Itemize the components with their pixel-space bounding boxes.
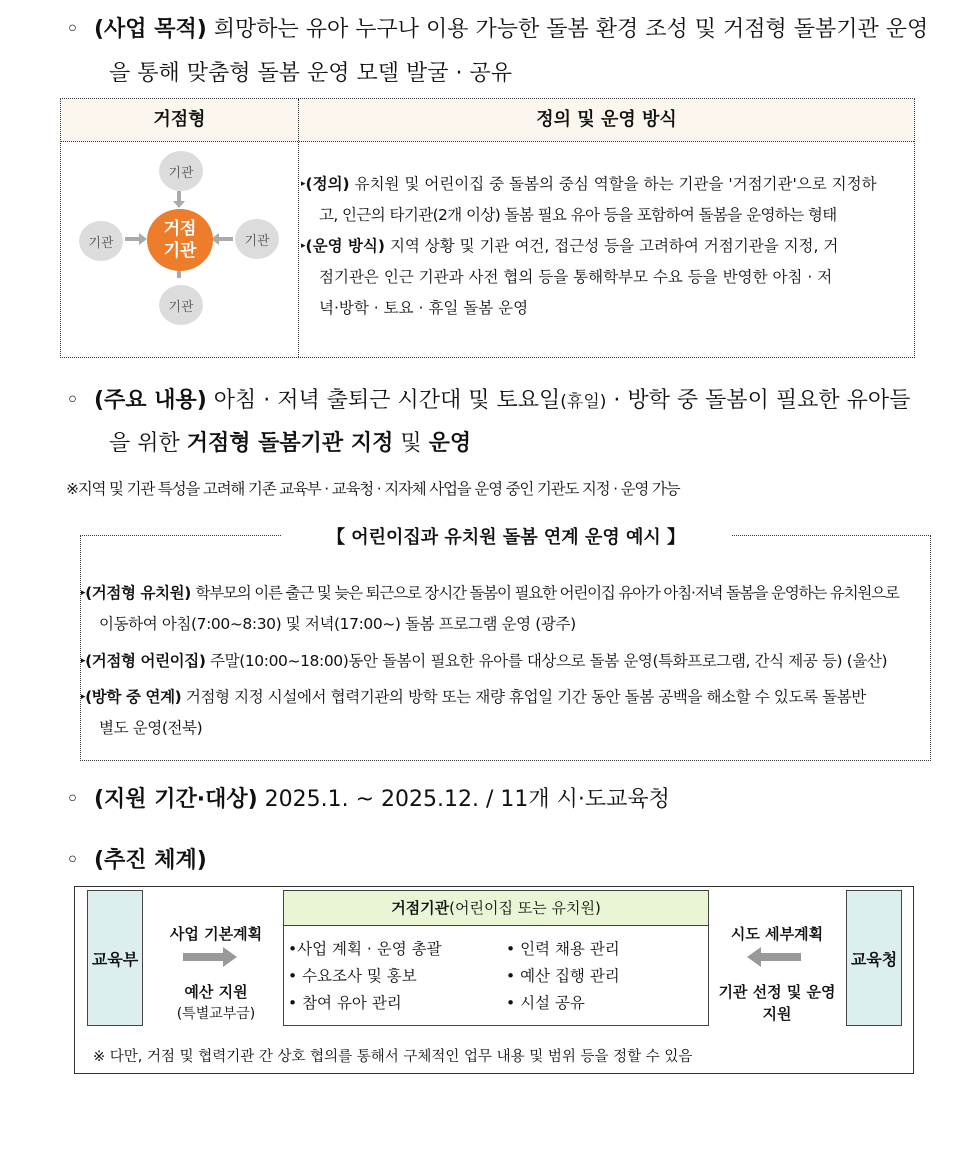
support-text: 2025.1. ~ 2025.12. / 11개 시·도교육청 <box>264 787 670 812</box>
bullet-mark: ◦ <box>66 787 79 812</box>
task-item: • 시설 공유 <box>506 994 585 1012</box>
example-3-cont: 별도 운영(전북) <box>99 719 203 737</box>
system-label: (추진 체계) <box>94 848 207 873</box>
hub-institution-title: 거점기관(어린이집 또는 유치원) <box>284 891 708 926</box>
bullet-mark: ◦ <box>66 848 79 873</box>
def-label: (정의) <box>305 175 350 193</box>
left-small-label: (특별교부금) <box>176 1006 256 1022</box>
purpose-text: 희망하는 유아 누구나 이용 가능한 돌봄 환경 조성 및 거점형 돌봄기관 운영 <box>213 17 929 42</box>
node-left: 기관 <box>79 221 123 261</box>
system-note: ※ 다만, 거점 및 협력기관 간 상호 협의를 통해서 구체적인 업무 내용 및 범위 등을 정할 수 있음 <box>93 1049 693 1065</box>
example-1-cont: 이동하여 아침(7:00~8:30) 및 저녁(17:00~) 돌봄 프로그램 운영 (광주) <box>99 615 576 633</box>
ministry-box: 교육부 <box>87 890 143 1026</box>
task-item: •사업 계획 · 운영 총괄 <box>288 940 442 958</box>
def-line: 유치원 및 어린이집 중 돌봄의 중심 역할을 하는 기관을 '거점기관'으로 지정하 <box>354 175 877 193</box>
left-bottom-label: 예산 지원 <box>184 983 248 1001</box>
op-line: 녁·방학 · 토요 · 휴일 돌봄 운영 <box>319 299 529 317</box>
task-item: • 참여 유아 관리 <box>288 994 402 1012</box>
task-item: • 예산 집행 관리 <box>506 967 620 985</box>
definition-table <box>60 98 915 358</box>
bullet-mark: ◦ <box>66 17 79 42</box>
op-line: 점기관은 인근 기관과 사전 협의 등을 통해학부모 수요 등을 반영한 아침 · 저 <box>319 268 833 286</box>
support-line <box>66 784 670 816</box>
system-diagram <box>74 886 914 1074</box>
node-right: 기관 <box>235 219 279 259</box>
op-line: 지역 상황 및 기관 여건, 접근성 등을 고려하여 거점기관을 지정, 거 <box>389 237 839 255</box>
node-bottom: 기관 <box>159 285 203 325</box>
op-label: (운영 방식) <box>305 237 385 255</box>
example-2: ▸(거점형 어린이집) 주말(10:00~18:00)동안 돌봄이 필요한 유아를 대상으로 돌봄 운영(특화프로그램, 간식 제공 등) (울산) <box>81 652 888 670</box>
main-cont: 을 위한 거점형 돌봄기관 지정 및 운영 <box>109 431 472 456</box>
task-item: • 인력 채용 관리 <box>506 940 620 958</box>
right-arrow-icon <box>183 947 243 967</box>
purpose-line <box>66 14 928 46</box>
purpose-label: (사업 목적) <box>94 17 207 42</box>
left-top-label: 사업 기본계획 <box>169 925 263 943</box>
hub-institution-box <box>283 890 709 1026</box>
main-text: · 방학 중 돌봄이 필요한 유아들 <box>606 388 911 413</box>
main-text: 아침 · 저녁 출퇴근 시간대 및 토요일 <box>213 388 561 413</box>
example-box <box>80 527 931 761</box>
example-3: ▸(방학 중 연계) 거점형 지정 시설에서 협력기관의 방학 또는 재량 휴업일 기간 동안 돌봄 공백을 해소할 수 있도록 돌봄반 <box>81 688 866 706</box>
system-line <box>66 845 207 877</box>
example-1: ▸(거점형 유치원) 학부모의 이른 출근 및 늦은 퇴근으로 장시간 돌봄이 필요한 어린이집 유아가 아침·저녁 돌봄을 운영하는 유치원으로 <box>81 584 899 602</box>
header-col-type: 거점형 <box>153 109 206 130</box>
main-label: (주요 내용) <box>94 388 207 413</box>
purpose-cont: 을 통해 맞춤형 돌봄 운영 모델 발굴 · 공유 <box>109 61 512 86</box>
right-bottom-label: 기관 선정 및 운영 지원 <box>718 983 836 1023</box>
header-col-definition: 정의 및 운영 방식 <box>536 109 677 130</box>
table-header <box>61 99 914 142</box>
def-line: 고, 인근의 타기관(2개 이상) 돌봄 필요 유아 등을 포함하여 돌봄을 운영하는 형태 <box>319 206 837 224</box>
right-top-label: 시도 세부계획 <box>730 925 824 943</box>
hub-node: 거점 기관 <box>147 209 213 271</box>
task-item: • 수요조사 및 홍보 <box>288 967 417 985</box>
office-box: 교육청 <box>846 890 902 1026</box>
main-small: (휴일) <box>560 392 607 412</box>
definition-text: ▸(정의) 유치원 및 어린이집 중 돌봄의 중심 역할을 하는 기관을 '거점기관'으로 지정하 고, 인근의 타기관(2개 이상) 돌봄 필요 유아 등을 포함하여 돌봄을 운영하는 형태 ▸(운영 방식) 지역 상황 및 기관 여건, 접근성 등을 고려하여 거점기관을 지정, 거 점기관은 인근 기관과 사전 협의 등을 통해학부모 수요 등을 반영한 아침 · 저 녁·방학 · 토요 · 휴일 돌봄 운영 <box>301 175 877 317</box>
main-note: ※지역 및 기관 특성을 고려해 기존 교육부 · 교육청 · 지자체 사업을 운영 중인 기관도 지정 · 운영 가능 <box>66 480 680 498</box>
node-top: 기관 <box>159 151 203 191</box>
bullet-mark: ◦ <box>66 388 79 413</box>
left-arrow-icon <box>747 947 807 967</box>
support-label: (지원 기간·대상) <box>94 787 258 812</box>
main-line <box>66 385 910 418</box>
example-title: 【 어린이집과 유치원 돌봄 연계 운영 예시 】 <box>281 526 731 550</box>
